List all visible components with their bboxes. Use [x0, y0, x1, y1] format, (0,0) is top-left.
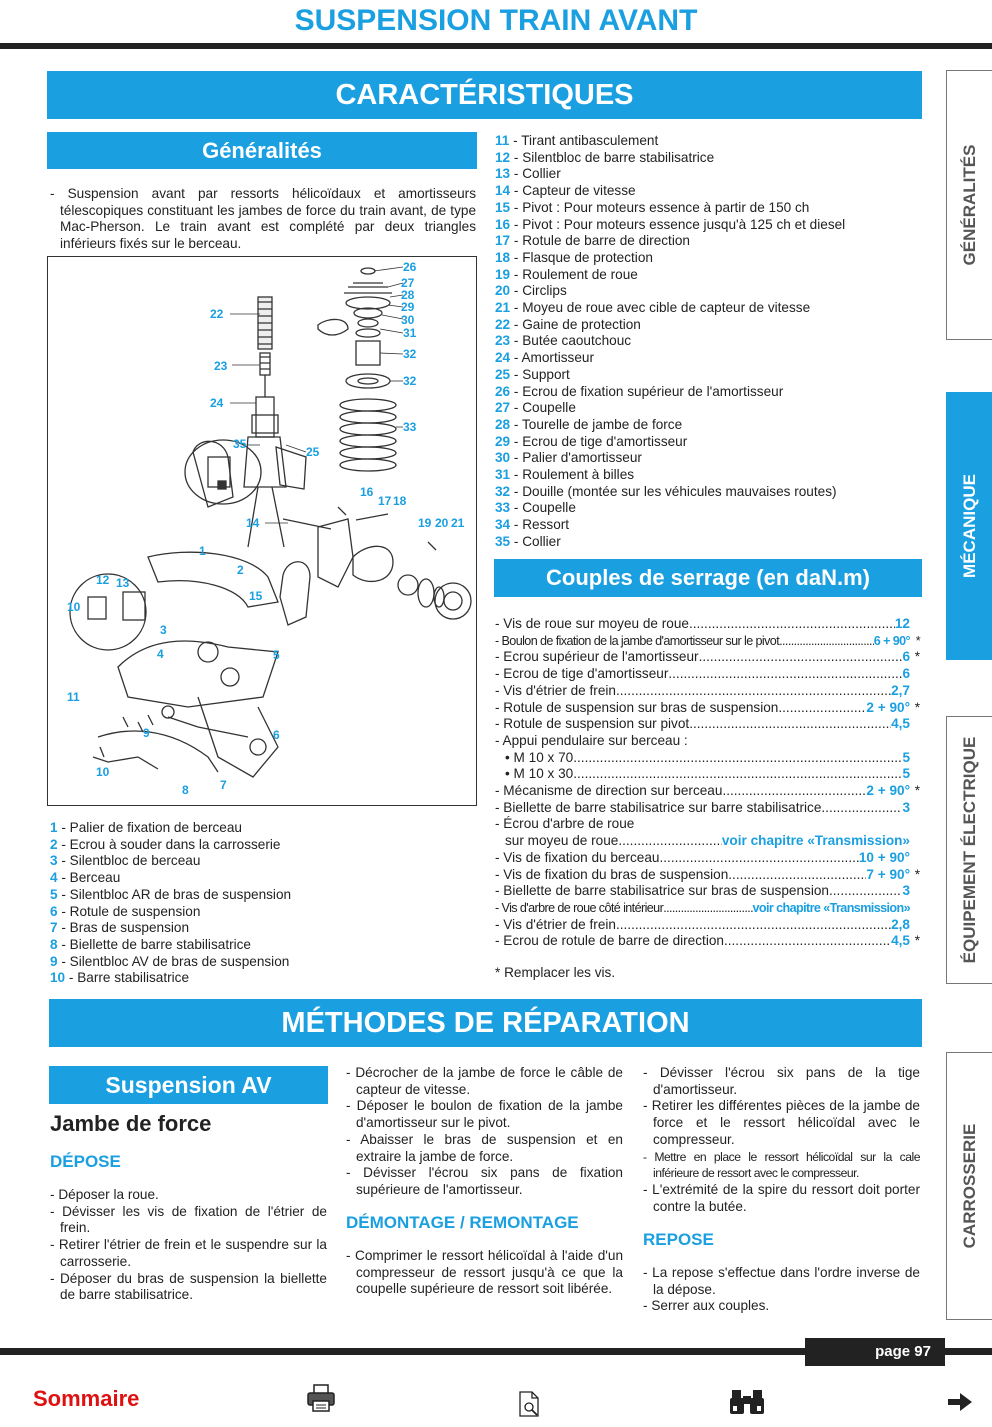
torque-row: • M 10 x 70 ..... 5	[495, 750, 920, 767]
tab-mecanique[interactable]	[946, 392, 992, 660]
section-methodes-title: MÉTHODES DE RÉPARATION	[281, 1007, 690, 1039]
diagram-label: 9	[143, 726, 150, 740]
legend-item: 31 - Roulement à billes	[495, 467, 635, 483]
tab-carrosserie-label: CARROSSERIE	[959, 1123, 979, 1249]
demontage-col2	[346, 1248, 623, 1298]
diagram-label: 16	[360, 485, 374, 499]
tab-carrosserie[interactable]	[946, 1052, 992, 1320]
legend-item: 1 - Palier de fixation de berceau	[50, 820, 242, 835]
step-item: - Serrer aux couples.	[643, 1298, 770, 1314]
tab-mecanique-label: MÉCANIQUE	[959, 474, 979, 578]
diagram-label: 20	[435, 516, 449, 530]
legend-item: 18 - Flasque de protection	[495, 249, 653, 265]
legend-item: 3 - Silentbloc de berceau	[50, 853, 201, 869]
legend-item: 26 - Ecrou de fixation supérieur de l'amortisseur	[495, 383, 784, 399]
diagram-label: 29	[401, 300, 415, 314]
step-item: - Retirer les différentes pièces de la jambe de force et le ressort hélicoïdal avec le compresseur.	[643, 1098, 920, 1147]
depose-title: DÉPOSE	[50, 1152, 121, 1171]
legend-item: 25 - Support	[495, 366, 570, 382]
document-search-icon[interactable]	[518, 1390, 544, 1418]
legend-item: 8 - Biellette de barre stabilisatrice	[50, 936, 251, 952]
torque-row: - Rotule de suspension sur bras de suspension ..... 2 + 90° *	[495, 700, 920, 717]
printer-icon[interactable]	[306, 1383, 336, 1413]
jambe-de-force-title: Jambe de force	[50, 1111, 212, 1136]
diagram-label: 27	[401, 276, 415, 290]
legend-item: 23 - Butée caoutchouc	[495, 333, 632, 349]
repose-col3	[643, 1265, 920, 1315]
diagram-label: 31	[403, 326, 417, 340]
diagram-label: 24	[210, 396, 224, 410]
legend-item: 28 - Tourelle de jambe de force	[495, 416, 683, 432]
diagram-label: 8	[182, 783, 189, 797]
diagram-label: 4	[157, 647, 164, 661]
legend-item: 22 - Gaine de protection	[495, 316, 641, 332]
diagram-label: 3	[160, 623, 167, 637]
suspension-av-title: Suspension AV	[105, 1072, 272, 1098]
legend-item: 4 - Berceau	[50, 870, 121, 886]
diagram-label: 32	[403, 347, 417, 361]
diagram-label: 2	[237, 563, 244, 577]
legend-item: 11 - Tirant antibasculement	[495, 133, 659, 148]
step-item: - Abaisser le bras de suspension et en extraire la jambe de force.	[346, 1131, 623, 1164]
binoculars-icon[interactable]	[729, 1386, 765, 1416]
diagram-label: 26	[403, 260, 417, 274]
legend-item: 30 - Palier d'amortisseur	[495, 450, 642, 466]
legend-item: 14 - Capteur de vitesse	[495, 183, 636, 199]
diagram-label: 25	[306, 445, 320, 459]
diagram-label: 30	[401, 313, 415, 327]
diagram-label: 7	[220, 778, 227, 792]
section-caracteristiques	[47, 71, 922, 119]
tab-generalites[interactable]	[946, 70, 992, 340]
diagram-label: 10	[67, 600, 81, 614]
diagram-label: 10	[96, 765, 110, 779]
torque-row: - Appui pendulaire sur berceau :	[495, 732, 688, 748]
generalites-header	[47, 132, 477, 169]
diagram-label: 11	[67, 690, 80, 704]
torque-row: - Ecrou de rotule de barre de direction ..... 4,5 *	[495, 933, 920, 950]
torque-row: - Mécanisme de direction sur berceau ..... 2 + 90° *	[495, 783, 920, 800]
torque-row: - Ecrou de tige d'amortisseur ..... 6	[495, 666, 920, 683]
diagram-label: 33	[403, 420, 417, 434]
diagram-label: 28	[401, 288, 415, 302]
couples-table	[495, 616, 920, 950]
diagram-label: 14	[246, 516, 260, 530]
torque-row: - Biellette de barre stabilisatrice sur bras de suspension ..... 3	[495, 883, 920, 900]
diagram-label: 23	[214, 359, 228, 373]
legend-item: 13 - Collier	[495, 166, 561, 182]
legend-item: 6 - Rotule de suspension	[50, 903, 201, 919]
torque-row: - Vis d'étrier de frein ..... 2,7	[495, 683, 920, 700]
repose-title: REPOSE	[643, 1230, 714, 1249]
title-rule	[0, 43, 992, 49]
legend-item: 2 - Ecrou à souder dans la carrosserie	[50, 836, 281, 852]
legend-item: 9 - Silentbloc AV de bras de suspension	[50, 953, 290, 969]
torque-row: - Vis de roue sur moyeu de roue ..... 12	[495, 616, 920, 633]
suspension-av-header	[49, 1066, 328, 1104]
torque-row: sur moyeu de roue ..... voir chapitre «Transmission»	[495, 833, 920, 850]
torque-row: - Vis d'arbre de roue côté intérieur ..... voir chapitre «Transmission»	[495, 900, 920, 917]
section-caracteristiques-title: CARACTÉRISTIQUES	[335, 79, 634, 111]
arrow-right-icon[interactable]	[946, 1390, 974, 1414]
generalites-title: Généralités	[202, 138, 322, 163]
torque-row: - Vis de fixation du berceau ..... 10 + 90°	[495, 850, 920, 867]
torque-row: • M 10 x 30 ..... 5	[495, 766, 920, 783]
step-item: - Dévisser les vis de fixation de l'étrier de frein.	[50, 1203, 327, 1236]
step-item: - Dévisser l'écrou six pans de fixation supérieure de l'amortisseur.	[346, 1165, 623, 1197]
legend-item: 34 - Ressort	[495, 517, 570, 533]
step-item: - Dévisser l'écrou six pans de la tige d'amortisseur.	[643, 1065, 920, 1097]
legend-item: 27 - Coupelle	[495, 400, 576, 416]
generalites-text: - Suspension avant par ressorts hélicoïdaux et amortisseurs télescopiques constituant les jambes de force du train avant, de type Mac-Pherson. Le train avant est complété par deux triangles inférieurs fixés sur le berceau.	[50, 186, 476, 252]
tab-equipement-electrique[interactable]	[946, 716, 992, 984]
torque-row: - Boulon de fixation de la jambe d'amortisseur sur le pivot ..... 6 + 90° *	[495, 633, 920, 650]
step-item: - L'extrémité de la spire du ressort doit porter contre la butée.	[643, 1181, 920, 1214]
diagram-label: 17	[378, 494, 392, 508]
diagram-label: 21	[451, 516, 465, 530]
depose-col1	[50, 1187, 327, 1304]
tab-equipement-label: ÉQUIPEMENT ÉLECTRIQUE	[959, 736, 979, 964]
legend-left	[50, 820, 470, 987]
legend-item: 7 - Bras de suspension	[50, 920, 190, 936]
legend-item: 16 - Pivot : Pour moteurs essence jusqu'à 125 ch et diesel	[495, 216, 846, 232]
couples-note: * Remplacer les vis.	[495, 965, 616, 980]
step-item: - Déposer la roue.	[50, 1187, 159, 1202]
depose-col2	[346, 1065, 623, 1199]
diagram-label: 32	[403, 374, 417, 388]
step-item: - Déposer du bras de suspension la biellette de barre stabilisatrice.	[50, 1270, 327, 1303]
tab-generalites-label: GÉNÉRALITÉS	[959, 144, 979, 266]
torque-row: - Biellette de barre stabilisatrice sur barre stabilisatrice ..... 3	[495, 800, 920, 817]
legend-right	[495, 133, 925, 551]
step-item: - Décrocher de la jambe de force le câble de capteur de vitesse.	[346, 1065, 623, 1097]
diagram-label: 1	[199, 544, 206, 558]
step-item: - Mettre en place le ressort hélicoïdal sur la cale inférieure de ressort avec le compresseur.	[643, 1149, 920, 1181]
torque-row: - Écrou d'arbre de roue	[495, 816, 635, 832]
diagram-label: 15	[249, 589, 263, 603]
torque-row: - Rotule de suspension sur pivot ..... 4,5	[495, 716, 920, 733]
diagram-label: 18	[393, 494, 407, 508]
diagram-label: 35	[233, 437, 247, 451]
diagram-label: 5	[273, 648, 280, 662]
page-number: page 97	[875, 1343, 931, 1360]
legend-item: 29 - Ecrou de tige d'amortisseur	[495, 433, 688, 449]
step-item: - Retirer l'étrier de frein et le suspendre sur la carrosserie.	[50, 1237, 327, 1269]
diagram-label: 22	[210, 307, 224, 321]
demontage-title: DÉMONTAGE / REMONTAGE	[346, 1213, 579, 1232]
couples-header	[494, 559, 922, 597]
legend-item: 12 - Silentbloc de barre stabilisatrice	[495, 149, 715, 165]
legend-item: 33 - Coupelle	[495, 500, 576, 516]
suspension-diagram	[47, 256, 477, 806]
demontage-col3	[643, 1065, 920, 1215]
section-methodes	[49, 999, 922, 1047]
diagram-label: 12	[96, 573, 110, 587]
legend-item: 19 - Roulement de roue	[495, 266, 638, 282]
sommaire-link[interactable]: Sommaire	[33, 1386, 140, 1411]
legend-item: 35 - Collier	[495, 533, 561, 549]
diagram-label: 6	[273, 728, 280, 742]
legend-item: 32 - Douille (montée sur les véhicules mauvaises routes)	[495, 483, 837, 499]
diagram-label: 19	[418, 516, 432, 530]
step-item: - Déposer le boulon de fixation de la jambe d'amortisseur sur le pivot.	[346, 1098, 623, 1131]
page-number-box	[805, 1338, 945, 1366]
legend-item: 24 - Amortisseur	[495, 350, 594, 366]
diagram-label: 13	[116, 576, 130, 590]
legend-item: 15 - Pivot : Pour moteurs essence à partir de 150 ch	[495, 199, 810, 215]
step-item: - La repose s'effectue dans l'ordre inverse de la dépose.	[643, 1265, 920, 1297]
legend-item: 5 - Silentbloc AR de bras de suspension	[50, 886, 292, 902]
step-item: - Comprimer le ressort hélicoïdal à l'aide d'un compresseur de ressort jusqu'à ce que la coupelle supérieure de ressort soit libérée.	[346, 1248, 624, 1297]
legend-item: 10 - Barre stabilisatrice	[50, 970, 190, 986]
couples-title: Couples de serrage (en daN.m)	[546, 565, 870, 590]
torque-row: - Vis d'étrier de frein ..... 2,8	[495, 917, 920, 934]
legend-item: 17 - Rotule de barre de direction	[495, 233, 690, 249]
torque-row: - Vis de fixation du bras de suspension ..... 7 + 90° *	[495, 867, 920, 884]
legend-item: 21 - Moyeu de roue avec cible de capteur de vitesse	[495, 300, 811, 316]
legend-item: 20 - Circlips	[495, 283, 567, 299]
page-title: SUSPENSION TRAIN AVANT	[294, 4, 698, 37]
torque-row: - Ecrou supérieur de l'amortisseur ..... 6 *	[495, 649, 920, 666]
